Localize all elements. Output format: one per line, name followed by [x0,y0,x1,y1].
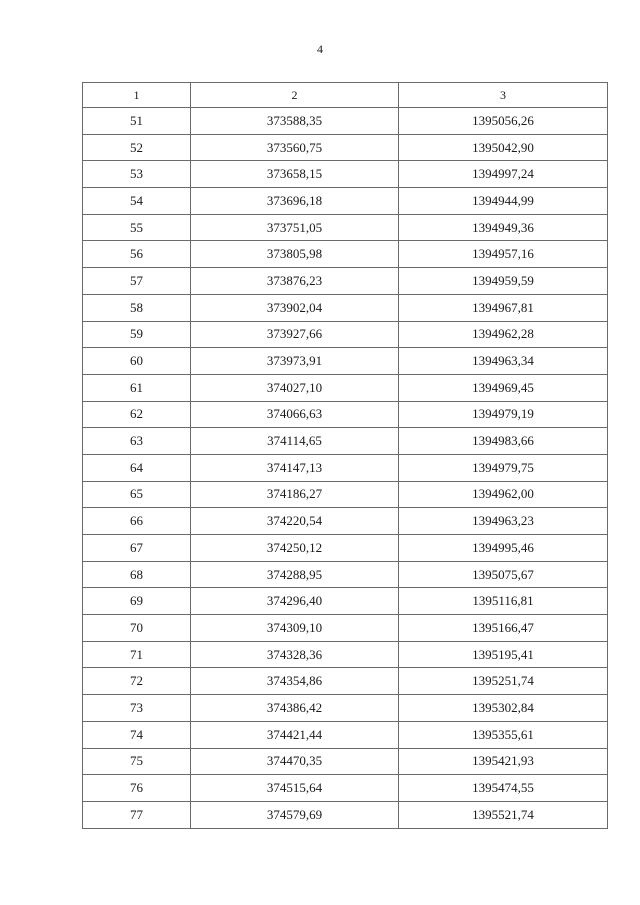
table-row [83,775,608,802]
table-row [83,161,608,188]
x-coordinate-cell: 373751,05 [191,214,399,241]
table-row [83,588,608,615]
y-coordinate-cell: 1395421,93 [399,748,608,775]
point-number-cell: 71 [83,641,191,668]
y-coordinate-cell: 1395355,61 [399,721,608,748]
y-coordinate-cell: 1395116,81 [399,588,608,615]
table-row [83,374,608,401]
point-number-cell: 66 [83,508,191,535]
y-coordinate-cell: 1395195,41 [399,641,608,668]
point-number-cell: 69 [83,588,191,615]
table-row [83,641,608,668]
point-number-cell: 67 [83,535,191,562]
y-coordinate-cell: 1394995,46 [399,535,608,562]
point-number-cell: 64 [83,454,191,481]
table-body [83,108,608,829]
x-coordinate-cell: 373696,18 [191,188,399,215]
y-coordinate-cell: 1395474,55 [399,775,608,802]
x-coordinate-cell: 374421,44 [191,721,399,748]
y-coordinate-cell: 1394957,16 [399,241,608,268]
table-row [83,668,608,695]
table-row [83,321,608,348]
point-number-cell: 53 [83,161,191,188]
y-coordinate-cell: 1394967,81 [399,294,608,321]
x-coordinate-cell: 374288,95 [191,561,399,588]
point-number-cell: 72 [83,668,191,695]
y-coordinate-cell: 1394979,75 [399,454,608,481]
x-coordinate-cell: 374354,86 [191,668,399,695]
table-row [83,454,608,481]
y-coordinate-cell: 1394979,19 [399,401,608,428]
point-number-cell: 74 [83,721,191,748]
x-coordinate-cell: 373805,98 [191,241,399,268]
table-row [83,481,608,508]
x-coordinate-cell: 373560,75 [191,134,399,161]
y-coordinate-cell: 1395521,74 [399,801,608,828]
y-coordinate-cell: 1394949,36 [399,214,608,241]
y-coordinate-cell: 1394983,66 [399,428,608,455]
table-row [83,348,608,375]
x-coordinate-cell: 373902,04 [191,294,399,321]
x-coordinate-cell: 374579,69 [191,801,399,828]
table-row [83,615,608,642]
table-row [83,535,608,562]
table-row [83,561,608,588]
table-row [83,508,608,535]
point-number-cell: 65 [83,481,191,508]
y-coordinate-cell: 1395302,84 [399,695,608,722]
y-coordinate-cell: 1394962,28 [399,321,608,348]
point-number-cell: 56 [83,241,191,268]
table-header-row [83,83,608,108]
x-coordinate-cell: 373927,66 [191,321,399,348]
point-number-cell: 61 [83,374,191,401]
y-coordinate-cell: 1395166,47 [399,615,608,642]
y-coordinate-cell: 1395056,26 [399,108,608,135]
x-coordinate-cell: 373658,15 [191,161,399,188]
table-row [83,748,608,775]
coordinates-table-container [82,82,607,829]
x-coordinate-cell: 374470,35 [191,748,399,775]
point-number-cell: 75 [83,748,191,775]
table-row [83,294,608,321]
x-coordinate-cell: 373588,35 [191,108,399,135]
point-number-cell: 70 [83,615,191,642]
table-row [83,695,608,722]
point-number-cell: 51 [83,108,191,135]
point-number-cell: 58 [83,294,191,321]
x-coordinate-cell: 374250,12 [191,535,399,562]
table-row [83,401,608,428]
x-coordinate-cell: 374066,63 [191,401,399,428]
y-coordinate-cell: 1394963,34 [399,348,608,375]
point-number-cell: 57 [83,268,191,295]
point-number-cell: 76 [83,775,191,802]
column-header-2: 2 [191,83,399,108]
y-coordinate-cell: 1395251,74 [399,668,608,695]
x-coordinate-cell: 374220,54 [191,508,399,535]
x-coordinate-cell: 374328,36 [191,641,399,668]
y-coordinate-cell: 1394997,24 [399,161,608,188]
x-coordinate-cell: 373876,23 [191,268,399,295]
x-coordinate-cell: 374147,13 [191,454,399,481]
column-header-1: 1 [83,83,191,108]
x-coordinate-cell: 374296,40 [191,588,399,615]
point-number-cell: 54 [83,188,191,215]
y-coordinate-cell: 1394969,45 [399,374,608,401]
point-number-cell: 77 [83,801,191,828]
y-coordinate-cell: 1394959,59 [399,268,608,295]
y-coordinate-cell: 1394963,23 [399,508,608,535]
table-row [83,721,608,748]
y-coordinate-cell: 1394962,00 [399,481,608,508]
y-coordinate-cell: 1395042,90 [399,134,608,161]
column-header-3: 3 [399,83,608,108]
y-coordinate-cell: 1395075,67 [399,561,608,588]
point-number-cell: 62 [83,401,191,428]
table-row [83,268,608,295]
table-row [83,134,608,161]
x-coordinate-cell: 374114,65 [191,428,399,455]
x-coordinate-cell: 374386,42 [191,695,399,722]
coordinates-table [82,82,608,829]
x-coordinate-cell: 374186,27 [191,481,399,508]
point-number-cell: 60 [83,348,191,375]
table-row [83,108,608,135]
x-coordinate-cell: 373973,91 [191,348,399,375]
y-coordinate-cell: 1394944,99 [399,188,608,215]
point-number-cell: 73 [83,695,191,722]
table-row [83,241,608,268]
table-header [83,83,608,108]
table-row [83,188,608,215]
point-number-cell: 55 [83,214,191,241]
table-row [83,801,608,828]
table-row [83,428,608,455]
table-row [83,214,608,241]
point-number-cell: 68 [83,561,191,588]
point-number-cell: 52 [83,134,191,161]
point-number-cell: 59 [83,321,191,348]
x-coordinate-cell: 374027,10 [191,374,399,401]
x-coordinate-cell: 374515,64 [191,775,399,802]
x-coordinate-cell: 374309,10 [191,615,399,642]
point-number-cell: 63 [83,428,191,455]
page-number: 4 [317,42,323,56]
